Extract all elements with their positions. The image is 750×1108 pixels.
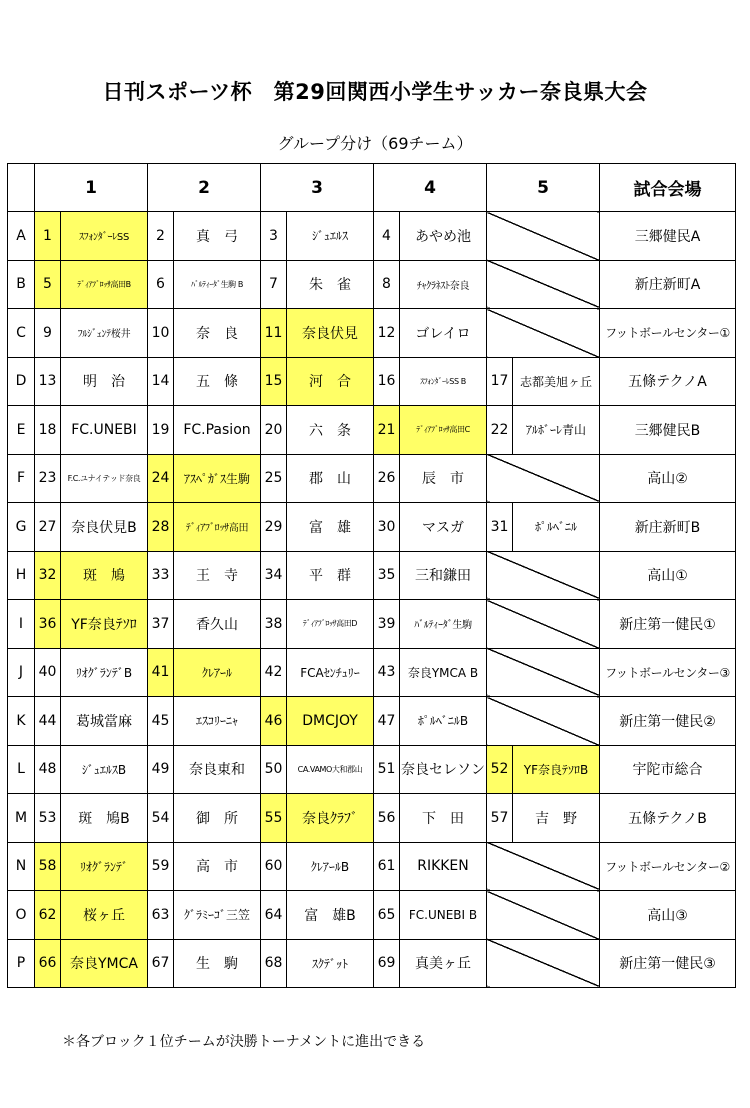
team-number: 30 [374,503,400,552]
group-row [8,309,736,358]
team-name: ﾃﾞｨｱﾌﾞﾛｯｻ高田C [400,406,487,455]
venue-cell: 新庄新町B [600,503,736,552]
header-group-5: 5 [487,164,600,212]
group-row [8,939,736,988]
team-number: 8 [374,260,400,309]
team-number: 53 [35,794,61,843]
team-name: ﾊﾞﾙﾃｨｰﾀﾞ生駒 B [174,260,261,309]
group-row [8,454,736,503]
team-name: ｸﾞﾗﾐｰｺﾞ三笠 [174,891,261,940]
footnote: ＊各ブロック１位チームが決勝トーナメントに進出できる [62,1034,426,1050]
team-name: ゴレイロ [400,309,487,358]
empty-slot [487,212,600,261]
row-label: C [8,309,35,358]
team-number: 17 [487,357,513,406]
team-number: 29 [261,503,287,552]
group-row [8,357,736,406]
team-number: 64 [261,891,287,940]
row-label: J [8,648,35,697]
team-number: 31 [487,503,513,552]
row-label: G [8,503,35,552]
group-table [7,163,736,988]
group-row [8,503,736,552]
venue-cell: 新庄新町A [600,260,736,309]
team-number: 58 [35,842,61,891]
team-number: 4 [374,212,400,261]
row-label: N [8,842,35,891]
venue-cell: フットボールセンター③ [600,648,736,697]
team-number: 50 [261,745,287,794]
empty-slot [487,600,600,649]
venue-cell: 宇陀市総合 [600,745,736,794]
team-name: 朱 雀 [287,260,374,309]
team-number: 32 [35,551,61,600]
team-number: 6 [148,260,174,309]
team-name: 富 雄B [287,891,374,940]
team-name: 奈良東和 [174,745,261,794]
team-name: ﾃﾞｨｱﾌﾞﾛｯｻ高田B [61,260,148,309]
team-number: 42 [261,648,287,697]
team-number: 20 [261,406,287,455]
team-number: 10 [148,309,174,358]
team-name: ｽﾌｫﾝﾀﾞｰﾚSS B [400,357,487,406]
group-row [8,212,736,261]
team-name: ｴｽｺﾘｰﾆｬ [174,697,261,746]
team-name: ﾘｵｸﾞﾗﾝﾃﾞ [61,842,148,891]
team-number: 68 [261,939,287,988]
team-number: 37 [148,600,174,649]
team-name: 奈良伏見 [287,309,374,358]
team-number: 19 [148,406,174,455]
team-number: 40 [35,648,61,697]
row-label: A [8,212,35,261]
header-group-2: 2 [148,164,261,212]
row-label: L [8,745,35,794]
team-name: 葛城當麻 [61,697,148,746]
header-group-1: 1 [35,164,148,212]
team-name: あやめ池 [400,212,487,261]
team-number: 56 [374,794,400,843]
group-row [8,648,736,697]
team-number: 52 [487,745,513,794]
team-name: ﾊﾞﾙﾃｨｰﾀﾞ生駒 [400,600,487,649]
row-label: H [8,551,35,600]
team-number: 27 [35,503,61,552]
empty-slot [487,454,600,503]
team-number: 66 [35,939,61,988]
team-name: ﾎﾟﾙﾍﾞﾆﾙ [513,503,600,552]
empty-slot [487,309,600,358]
team-number: 63 [148,891,174,940]
empty-slot [487,551,600,600]
team-name: 平 群 [287,551,374,600]
team-name: ｼﾞｭｴﾙｽB [61,745,148,794]
venue-cell: 高山③ [600,891,736,940]
team-number: 55 [261,794,287,843]
team-name: ｸﾚｱｰﾙB [287,842,374,891]
venue-cell: 新庄第一健民③ [600,939,736,988]
team-number: 16 [374,357,400,406]
team-number: 60 [261,842,287,891]
team-name: 奈良セレソン [400,745,487,794]
team-name: FCAｾﾝﾁｭﾘｰ [287,648,374,697]
header-row [8,164,736,212]
team-name: 奈良伏見B [61,503,148,552]
team-name: 斑 鳩B [61,794,148,843]
empty-slot [487,891,600,940]
team-name: RIKKEN [400,842,487,891]
team-number: 34 [261,551,287,600]
team-name: 河 合 [287,357,374,406]
team-number: 12 [374,309,400,358]
row-label: M [8,794,35,843]
row-label: B [8,260,35,309]
team-number: 2 [148,212,174,261]
group-row [8,697,736,746]
team-name: ﾃﾞｨｱﾌﾞﾛｯｻ高田 [174,503,261,552]
team-name: マスガ [400,503,487,552]
page-subtitle: グループ分け（69チーム） [277,134,473,153]
row-label: D [8,357,35,406]
team-name: 吉 野 [513,794,600,843]
team-number: 69 [374,939,400,988]
team-name: 桜ヶ丘 [61,891,148,940]
team-number: 39 [374,600,400,649]
team-name: ｼﾞｭｴﾙｽ [287,212,374,261]
group-row [8,551,736,600]
venue-cell: 五條テクノA [600,357,736,406]
team-name: FC.Pasion [174,406,261,455]
team-number: 45 [148,697,174,746]
team-number: 33 [148,551,174,600]
team-number: 26 [374,454,400,503]
team-name: 真 弓 [174,212,261,261]
team-name: ﾃﾞｨｱﾌﾞﾛｯｻ高田D [287,600,374,649]
page-title: 日刊スポーツ杯 第29回関西小学生サッカー奈良県大会 [102,80,648,104]
row-label: O [8,891,35,940]
team-number: 35 [374,551,400,600]
team-name: 五 條 [174,357,261,406]
venue-cell: 高山① [600,551,736,600]
header-corner [8,164,35,212]
team-name: 香久山 [174,600,261,649]
header-group-3: 3 [261,164,374,212]
team-number: 14 [148,357,174,406]
team-name: 志都美旭ヶ丘 [513,357,600,406]
team-number: 23 [35,454,61,503]
venue-cell: 五條テクノB [600,794,736,843]
row-label: K [8,697,35,746]
team-number: 13 [35,357,61,406]
team-number: 54 [148,794,174,843]
team-name: 御 所 [174,794,261,843]
venue-cell: 新庄第一健民① [600,600,736,649]
team-number: 43 [374,648,400,697]
empty-slot [487,697,600,746]
team-name: F.C.ユナイテッド奈良 [61,454,148,503]
team-name: FC.UNEBI [61,406,148,455]
header-venue: 試合会場 [600,164,736,212]
team-name: ｽﾌｫﾝﾀﾞｰﾚSS [61,212,148,261]
venue-cell: 高山② [600,454,736,503]
team-number: 51 [374,745,400,794]
team-number: 9 [35,309,61,358]
group-row [8,406,736,455]
team-number: 11 [261,309,287,358]
team-number: 18 [35,406,61,455]
venue-cell: フットボールセンター① [600,309,736,358]
team-number: 49 [148,745,174,794]
team-name: 真美ヶ丘 [400,939,487,988]
team-name: 王 寺 [174,551,261,600]
team-number: 25 [261,454,287,503]
empty-slot [487,260,600,309]
group-row [8,260,736,309]
team-name: 奈良YMCA [61,939,148,988]
team-number: 7 [261,260,287,309]
team-name: YF奈良ﾃｿﾛB [513,745,600,794]
team-name: 郡 山 [287,454,374,503]
team-name: ｸﾚｱｰﾙ [174,648,261,697]
team-name: DMCJOY [287,697,374,746]
group-row [8,842,736,891]
team-name: ﾁｬｸﾗﾈｽﾄ奈良 [400,260,487,309]
team-number: 28 [148,503,174,552]
team-name: ｱｽﾍﾟｶﾞｽ生駒 [174,454,261,503]
team-number: 38 [261,600,287,649]
team-name: 高 市 [174,842,261,891]
team-name: 奈良YMCA B [400,648,487,697]
team-number: 57 [487,794,513,843]
group-row [8,745,736,794]
team-number: 5 [35,260,61,309]
team-number: 61 [374,842,400,891]
team-name: 辰 市 [400,454,487,503]
team-number: 48 [35,745,61,794]
team-number: 65 [374,891,400,940]
team-number: 24 [148,454,174,503]
venue-cell: 新庄第一健民② [600,697,736,746]
team-number: 59 [148,842,174,891]
group-row [8,794,736,843]
row-label: P [8,939,35,988]
team-number: 62 [35,891,61,940]
team-name: CA.VAMO大和郡山 [287,745,374,794]
team-number: 46 [261,697,287,746]
team-number: 47 [374,697,400,746]
team-name: ﾎﾟﾙﾍﾞﾆﾙB [400,697,487,746]
group-row [8,600,736,649]
team-name: 奈 良 [174,309,261,358]
team-name: FC.UNEBI B [400,891,487,940]
team-number: 3 [261,212,287,261]
team-number: 22 [487,406,513,455]
team-number: 21 [374,406,400,455]
team-name: ﾌﾙｼﾞｪﾝﾃ桜井 [61,309,148,358]
team-name: ｱﾙﾎﾞｰﾚ青山 [513,406,600,455]
team-name: ﾘｵｸﾞﾗﾝﾃﾞB [61,648,148,697]
row-label: E [8,406,35,455]
team-number: 44 [35,697,61,746]
venue-cell: フットボールセンター② [600,842,736,891]
team-number: 1 [35,212,61,261]
team-name: 斑 鳩 [61,551,148,600]
venue-cell: 三郷健民B [600,406,736,455]
empty-slot [487,939,600,988]
team-name: 六 条 [287,406,374,455]
team-name: 生 駒 [174,939,261,988]
team-name: 明 治 [61,357,148,406]
header-group-4: 4 [374,164,487,212]
team-name: 下 田 [400,794,487,843]
row-label: I [8,600,35,649]
team-name: 三和鎌田 [400,551,487,600]
team-number: 41 [148,648,174,697]
team-name: 富 雄 [287,503,374,552]
team-number: 67 [148,939,174,988]
team-name: YF奈良ﾃｿﾛ [61,600,148,649]
venue-cell: 三郷健民A [600,212,736,261]
empty-slot [487,648,600,697]
row-label: F [8,454,35,503]
team-name: 奈良ｸﾗﾌﾞ [287,794,374,843]
team-number: 15 [261,357,287,406]
group-row [8,891,736,940]
team-name: ｽｸﾃﾞｯﾄ [287,939,374,988]
team-number: 36 [35,600,61,649]
empty-slot [487,842,600,891]
